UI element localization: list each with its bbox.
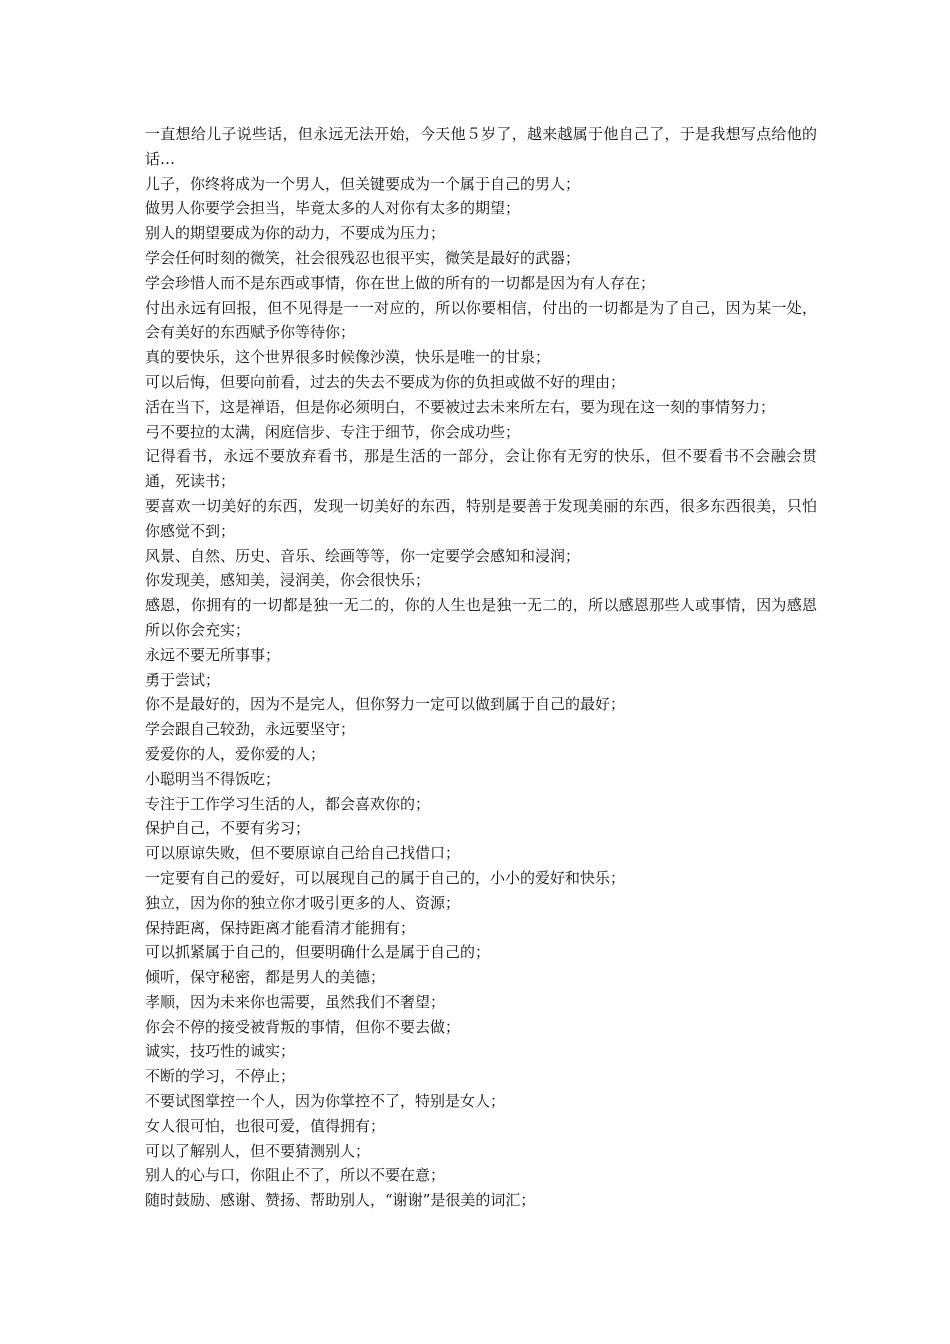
paragraph: 你会不停的接受被背叛的事情，但你不要去做； — [145, 1017, 461, 1036]
paragraph: 可以后悔，但要向前看，过去的失去不要成为你的负担或做不好的理由； — [145, 372, 626, 391]
paragraph: 保持距离，保持距离才能看清才能拥有； — [145, 918, 416, 937]
paragraph: 永远不要无所事事； — [145, 645, 281, 664]
paragraph: 做男人你要学会担当，毕竟太多的人对你有太多的期望； — [145, 199, 521, 218]
paragraph: 一直想给儿子说些话，但永远无法开始，今天他５岁了，越来越属于他自己了，于是我想写点给他的话… — [145, 125, 817, 168]
paragraph: 记得看书，永远不要放弃看书，那是生活的一部分，会让你有无穷的快乐，但不要看书不会融会贯通，死读书； — [145, 447, 817, 491]
paragraph: 小聪明当不得饭吃； — [145, 769, 281, 788]
paragraph: 别人的心与口，你阻止不了，所以不要在意； — [145, 1166, 446, 1185]
paragraph: 保护自己，不要有劣习； — [145, 819, 311, 838]
paragraph: 你不是最好的，因为不是完人，但你努力一定可以做到属于自己的最好； — [145, 695, 626, 714]
paragraph: 风景、自然、历史、音乐、绘画等等，你一定要学会感知和浸润； — [145, 546, 581, 565]
paragraph: 感恩，你拥有的一切都是独一无二的，你的人生也是独一无二的，所以感恩那些人或事情，因为感恩所以你会充实； — [145, 596, 817, 639]
paragraph: 学会任何时刻的微笑，社会很残忍也很平实，微笑是最好的武器； — [145, 248, 581, 267]
paragraph: 可以抓紧属于自己的，但要明确什么是属于自己的； — [145, 943, 491, 962]
paragraph: 儿子，你终将成为一个男人，但关键要成为一个属于自己的男人； — [145, 174, 581, 193]
paragraph: 活在当下，这是禅语，但是你必须明白，不要被过去未来所左右，要为现在这一刻的事情努力； — [145, 397, 776, 416]
paragraph: 随时鼓励、感谢、赞扬、帮助别人，“谢谢”是很美的词汇； — [145, 1191, 536, 1210]
paragraph: 诚实，技巧性的诚实； — [145, 1042, 296, 1061]
paragraph: 真的要快乐，这个世界很多时候像沙漠，快乐是唯一的甘泉； — [145, 348, 551, 367]
paragraph: 不断的学习，不停止； — [145, 1067, 296, 1086]
paragraph: 学会珍惜人而不是东西或事情，你在世上做的所有的一切都是因为有人存在； — [145, 273, 656, 292]
paragraph: 你发现美，感知美，浸润美，你会很快乐； — [145, 571, 431, 590]
paragraph: 专注于工作学习生活的人，都会喜欢你的； — [145, 794, 431, 813]
paragraph: 别人的期望要成为你的动力，不要成为压力； — [145, 224, 446, 243]
paragraph: 学会跟自己较劲，永远要坚守； — [145, 720, 356, 739]
paragraph: 可以了解别人，但不要猜测别人； — [145, 1141, 371, 1160]
paragraph: 独立，因为你的独立你才吸引更多的人、资源； — [145, 893, 461, 912]
paragraph: 孝顺，因为未来你也需要，虽然我们不奢望； — [145, 992, 446, 1011]
paragraph: 不要试图掌控一个人，因为你掌控不了，特别是女人； — [145, 1092, 506, 1111]
paragraph: 爱爱你的人，爱你爱的人； — [145, 744, 326, 763]
document-body — [145, 122, 817, 1213]
paragraph: 要喜欢一切美好的东西，发现一切美好的东西，特别是要善于发现美丽的东西，很多东西很美，只怕你感觉不到； — [145, 496, 817, 540]
paragraph: 一定要有自己的爱好，可以展现自己的属于自己的，小小的爱好和快乐； — [145, 868, 626, 887]
paragraph: 付出永远有回报，但不见得是一一对应的，所以你要相信，付出的一切都是为了自己，因为某一处，会有美好的东西赋予你等待你； — [145, 298, 817, 342]
paragraph: 可以原谅失败，但不要原谅自己给自己找借口； — [145, 844, 461, 863]
paragraph: 女人很可怕，也很可爱，值得拥有； — [145, 1116, 386, 1135]
paragraph: 弓不要拉的太满，闲庭信步、专注于细节，你会成功些； — [145, 422, 521, 441]
paragraph: 勇于尝试； — [145, 670, 221, 689]
paragraph: 倾听，保守秘密，都是男人的美德； — [145, 968, 386, 987]
